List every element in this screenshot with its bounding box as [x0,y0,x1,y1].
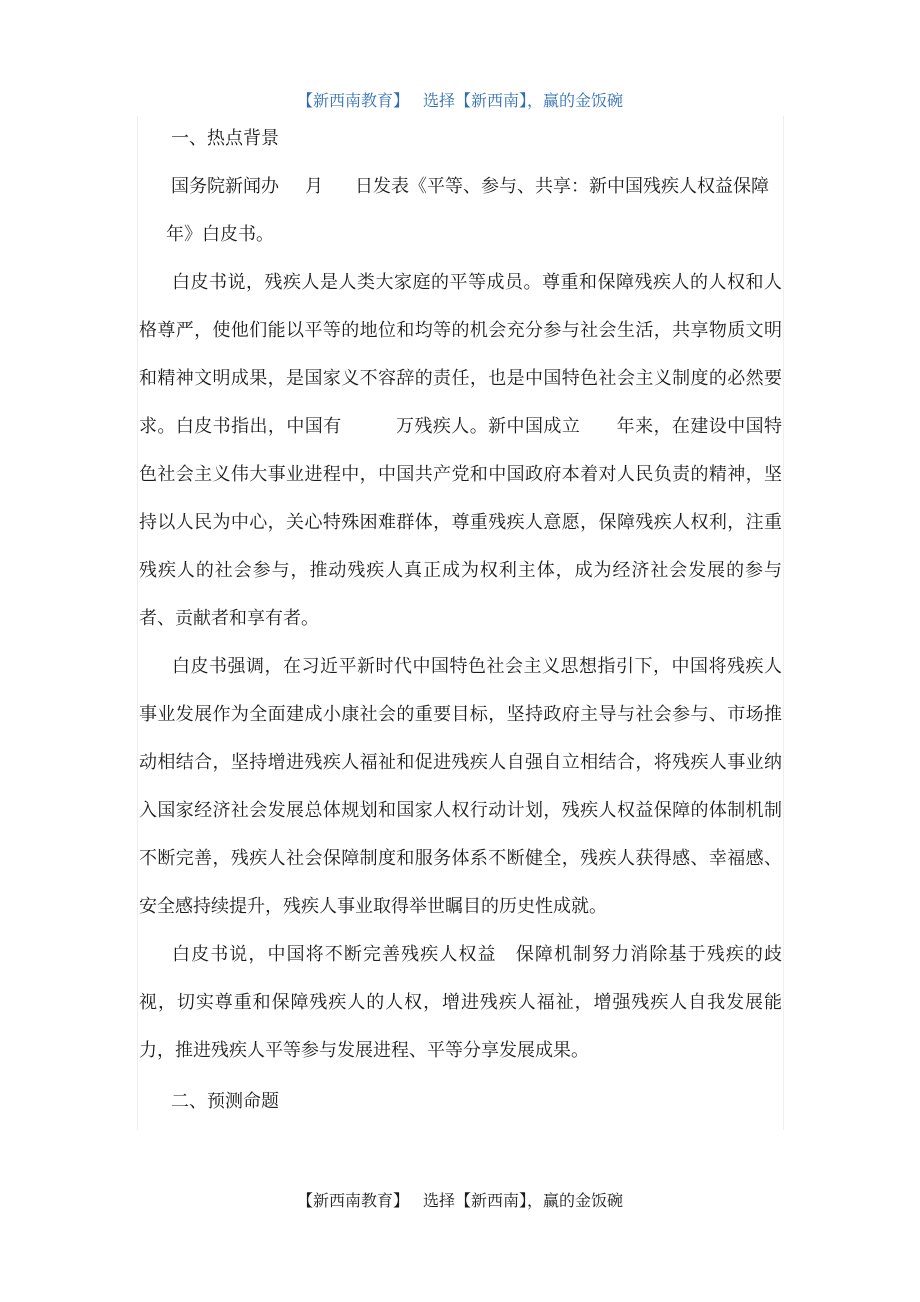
paragraph-1-part-b: 万残疾人。新中国成立 [395,416,581,437]
paragraph-1-part-c: 年来，在建设中国特色社会主义伟大事业进程中，中国共产党和中国政府本着对人民负责的精神，坚持以人民为中心，关心特殊困难群体，尊重残疾人意愿，保障残疾人权利，注重残疾人的社会参与，推动残疾人真正成为权利主体，成为经济社会发展的参与者、贡献者和享有者。 [139,416,783,629]
header-brand: 【新西南教育】 [296,91,409,110]
footer-slogan: 选择【新西南】，赢的金饭碗 [423,1191,624,1210]
footer-brand: 【新西南教育】 [296,1191,409,1210]
paragraph-3-part-b: 保障机制努力消除基于残疾的歧视，切实尊重和保障残疾人的人权，增进残疾人福祉，增强残疾人自我发展能力，推进残疾人平等参与发展进程、平等分享发展成果。 [139,944,783,1061]
page-footer [0,1190,920,1212]
intro-line-1 [171,163,769,211]
header-slogan: 选择【新西南】，赢的金饭碗 [423,91,624,110]
paragraph-3-part-a: 白皮书说，中国将不断完善残疾人权益 [172,944,497,965]
section-heading-background: 一、热点背景 [171,128,279,149]
paragraph-1-part-a: 白皮书说，残疾人是人类大家庭的平等成员。尊重和保障残疾人的人权和人格尊严，使他们能以平等的地位和均等的机会充分参与社会生活，共享物质文明和精神文明成果，是国家义不容辞的责任，也是中国特色社会主义制度的必然要求。白皮书指出，中国有 [139,272,782,437]
paragraph-2: 白皮书强调，在习近平新时代中国特色社会主义思想指引下，中国将残疾人事业发展作为全面建成小康社会的重要目标，坚持政府主导与社会参与、市场推动相结合，坚持增进残疾人福祉和促进残疾人自强自立相结合，将残疾人事业纳入国家经济社会发展总体规划和国家人权行动计划，残疾人权益保障的体制机制不断完善，残疾人社会保障制度和服务体系不断健全，残疾人获得感、幸福感、安全感持续提升，残疾人事业取得举世瞩目的历史性成就。 [139,656,782,917]
intro-part-1: 国务院新闻办 [171,176,279,197]
intro-part-2: 月 [305,176,323,197]
paragraph-1 [139,259,782,643]
page-header [0,90,920,112]
intro-part-3: 日发表《平等、参与、共享：新中国残疾人权益保障 [355,176,769,197]
section-heading-prediction: 二、预测命题 [171,1091,279,1112]
intro-line-2: 年》白皮书。 [166,224,274,245]
paragraph-3 [139,931,782,1075]
